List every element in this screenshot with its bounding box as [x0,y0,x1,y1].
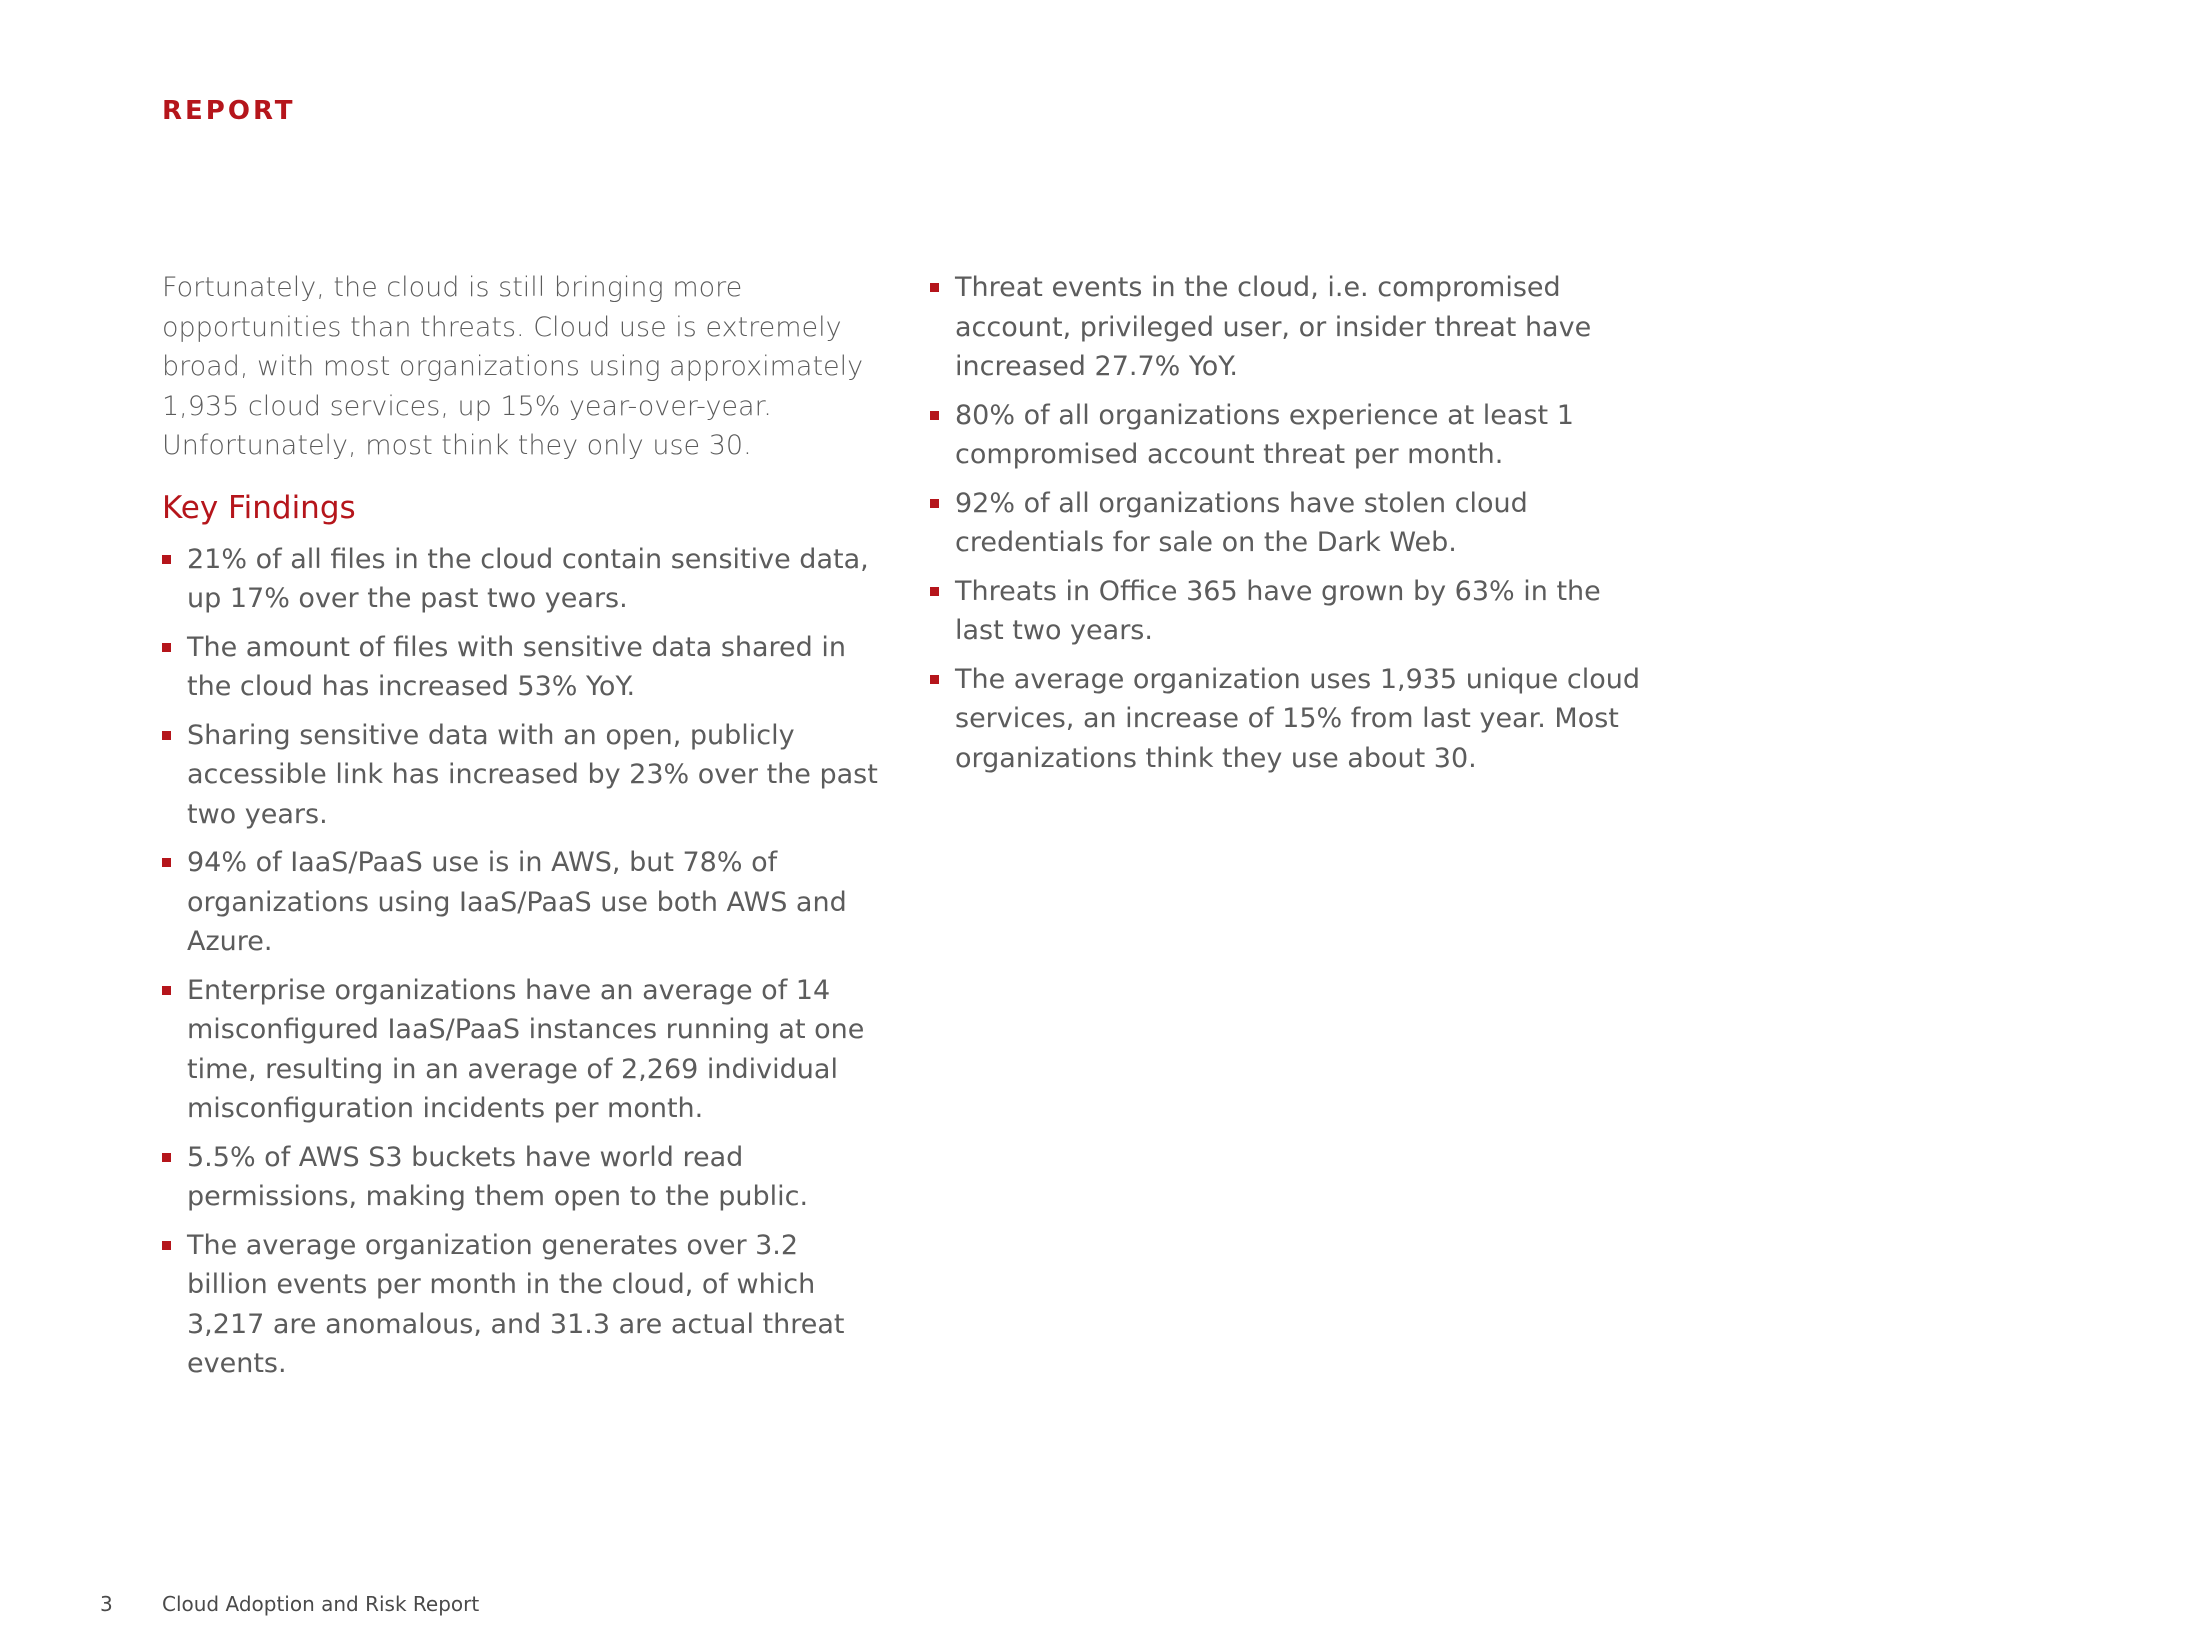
bullet-square-icon [930,411,939,420]
list-item-text: 5.5% of AWS S3 buckets have world read permissions, making them open to the public. [187,1141,809,1212]
bullet-square-icon [162,643,171,652]
page-number: 3 [100,1592,113,1616]
list-item-text: Enterprise organizations have an average of 14 misconfigured IaaS/PaaS instances running at one time, resulting in an average of 2,269 individual misconfiguration incidents per month. [187,974,865,1124]
list-item [930,484,1650,563]
list-item-text: The average organization uses 1,935 unique cloud services, an increase of 15% from last year. Most organizations think they use about 30. [955,663,1640,774]
list-item-text: 21% of all files in the cloud contain sensitive data, up 17% over the past two years. [187,543,869,614]
intro-paragraph: Fortunately, the cloud is still bringing more opportunities than threats. Cloud use is extremely broad, with most organizations using approximately 1,935 cloud services, up 15% year-over-year. Unfortunately, most think they only use 30. [162,272,864,461]
list-item-text: 92% of all organizations have stolen cloud credentials for sale on the Dark Web. [955,487,1528,558]
bullet-square-icon [930,499,939,508]
list-item-text: Threats in Office 365 have grown by 63% in the last two years. [955,575,1601,646]
list-item [930,660,1650,779]
key-findings-heading: Key Findings [162,489,356,526]
list-item [162,628,887,707]
list-item-text: The average organization generates over 3.2 billion events per month in the cloud, of which 3,217 are anomalous, and 31.3 are actual threat events. [187,1229,845,1379]
list-item [162,1226,887,1384]
bullet-square-icon [930,675,939,684]
bullet-square-icon [930,283,939,292]
bullet-square-icon [930,587,939,596]
bullet-square-icon [162,1153,171,1162]
list-item-text: 80% of all organizations experience at least 1 compromised account threat per month. [955,399,1574,470]
list-item [162,843,887,962]
list-item [930,396,1650,475]
list-item [162,540,887,619]
list-item-text: 94% of IaaS/PaaS use is in AWS, but 78% of organizations using IaaS/PaaS use both AWS and Azure. [187,847,847,957]
left-findings-list [162,540,887,1384]
right-findings-list [930,268,1650,778]
right-column [930,268,1650,787]
page-footer [0,1592,2200,1622]
list-item-text: The amount of files with sensitive data shared in the cloud has increased 53% YoY. [187,631,846,702]
bullet-square-icon [162,731,171,740]
footer-report-title: Cloud Adoption and Risk Report [162,1592,480,1616]
list-item-text: Threat events in the cloud, i.e. compromised account, privileged user, or insider threat have increased 27.7% YoY. [955,272,1592,382]
list-item-text: Sharing sensitive data with an open, publicly accessible link has increased by 23% over the past two years. [187,719,878,830]
list-item [162,716,887,835]
list-item [162,971,887,1129]
left-column [162,268,887,1393]
report-label: REPORT [162,96,296,126]
bullet-square-icon [162,555,171,564]
list-item [162,1138,887,1217]
bullet-square-icon [162,986,171,995]
list-item [930,572,1650,651]
bullet-square-icon [162,1241,171,1250]
bullet-square-icon [162,858,171,867]
list-item [930,268,1650,387]
